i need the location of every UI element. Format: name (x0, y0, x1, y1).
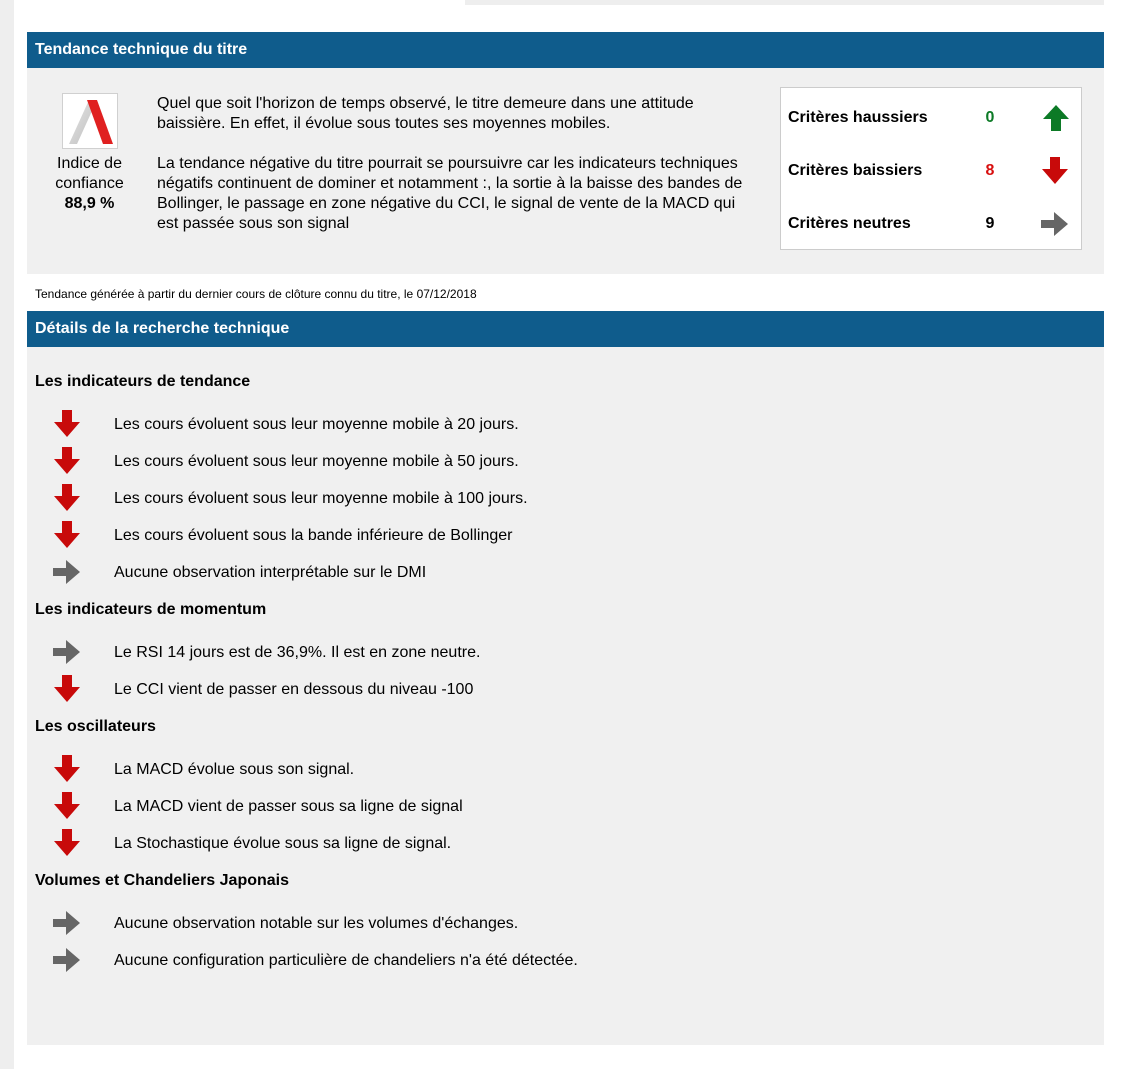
trend-section-title: Tendance technique du titre (35, 41, 248, 58)
arrow-down-icon (1039, 156, 1073, 186)
criteria-row (781, 103, 1081, 133)
indicator-text: Aucune observation interprétable sur le DMI (114, 564, 427, 581)
trend-generation-note: Tendance générée à partir du dernier cours de clôture connu du titre, le 07/12/2018 (35, 287, 477, 301)
indicator-text: Les cours évoluent sous leur moyenne mobile à 100 jours. (114, 490, 528, 507)
indicator-item (27, 791, 1027, 821)
criteria-row (781, 209, 1081, 239)
indicator-text: Aucune configuration particulière de chandeliers n'a été détectée. (114, 952, 578, 969)
arrow-right-icon (51, 945, 83, 975)
arrow-down-icon (51, 483, 83, 513)
criteria-count: 8 (985, 162, 995, 179)
arrow-down-icon (51, 674, 83, 704)
details-panel (27, 347, 1104, 1045)
indicator-item (27, 483, 1027, 513)
indicator-item (27, 674, 1027, 704)
indicator-item (27, 908, 1027, 938)
criteria-label: Critères neutres (788, 215, 911, 232)
criteria-label: Critères baissiers (788, 162, 923, 179)
indicator-item (27, 446, 1027, 476)
indicator-text: Aucune observation notable sur les volumes d'échanges. (114, 915, 519, 932)
arrow-right-icon (51, 557, 83, 587)
arrow-down-icon (51, 791, 83, 821)
criteria-count: 0 (985, 109, 995, 126)
indicator-item (27, 828, 1027, 858)
criteria-label: Critères haussiers (788, 109, 928, 126)
trend-summary-paragraph: Quel que soit l'horizon de temps observé, le titre demeure dans une attitude baissière. En effet, il évolue sous toutes ses moyennes mobiles. (157, 95, 694, 132)
indicator-text: La MACD évolue sous son signal. (114, 761, 355, 778)
indicator-category-title: Les indicateurs de tendance (35, 373, 251, 390)
arrow-up-icon (1039, 103, 1073, 133)
indicator-item (27, 520, 1027, 550)
indicator-category-title: Les oscillateurs (35, 718, 156, 735)
confidence-label: Indice de (57, 155, 122, 172)
trend-panel (27, 68, 1104, 274)
indicator-text: Le CCI vient de passer en dessous du niveau -100 (114, 681, 474, 698)
indicator-text: Les cours évoluent sous la bande inférieure de Bollinger (114, 527, 513, 544)
indicator-text: La Stochastique évolue sous sa ligne de signal. (114, 835, 452, 852)
arrow-right-icon (51, 637, 83, 667)
indicator-item (27, 409, 1027, 439)
criteria-count: 9 (985, 215, 995, 232)
indicator-text: La MACD vient de passer sous sa ligne de signal (114, 798, 463, 815)
details-section-title: Détails de la recherche technique (35, 320, 290, 337)
indicator-item (27, 637, 1027, 667)
arrow-down-icon (51, 754, 83, 784)
indicator-text: Les cours évoluent sous leur moyenne mobile à 20 jours. (114, 416, 519, 433)
top-page-strip (465, 0, 1104, 5)
indicator-item (27, 754, 1027, 784)
indicator-item (27, 945, 1027, 975)
indicator-category-title: Les indicateurs de momentum (35, 601, 267, 618)
trend-logo-icon (62, 93, 118, 149)
arrow-down-icon (51, 409, 83, 439)
indicator-item (27, 557, 1027, 587)
confidence-index (42, 154, 137, 214)
trend-section-header (27, 32, 1104, 68)
arrow-right-icon (51, 908, 83, 938)
confidence-label: confiance (55, 175, 124, 192)
details-section-header (27, 311, 1104, 347)
criteria-box (780, 87, 1082, 250)
arrow-right-icon (1039, 209, 1073, 239)
arrow-down-icon (51, 446, 83, 476)
left-page-strip (0, 0, 14, 1069)
indicator-text: Le RSI 14 jours est de 36,9%. Il est en zone neutre. (114, 644, 481, 661)
indicator-category-title: Volumes et Chandeliers Japonais (35, 872, 290, 889)
criteria-row (781, 156, 1081, 186)
arrow-down-icon (51, 828, 83, 858)
trend-summary-paragraph: La tendance négative du titre pourrait se poursuivre car les indicateurs techniques négatifs continuent de dominer et notamment :, la sortie à la baisse des bandes de Bollinger, le passage en zone négative du CCI, le signal de vente de la MACD qui est passée sous son signal (157, 155, 743, 232)
indicator-text: Les cours évoluent sous leur moyenne mobile à 50 jours. (114, 453, 519, 470)
confidence-value: 88,9 % (64, 195, 115, 212)
arrow-down-icon (51, 520, 83, 550)
trend-summary (157, 94, 757, 254)
